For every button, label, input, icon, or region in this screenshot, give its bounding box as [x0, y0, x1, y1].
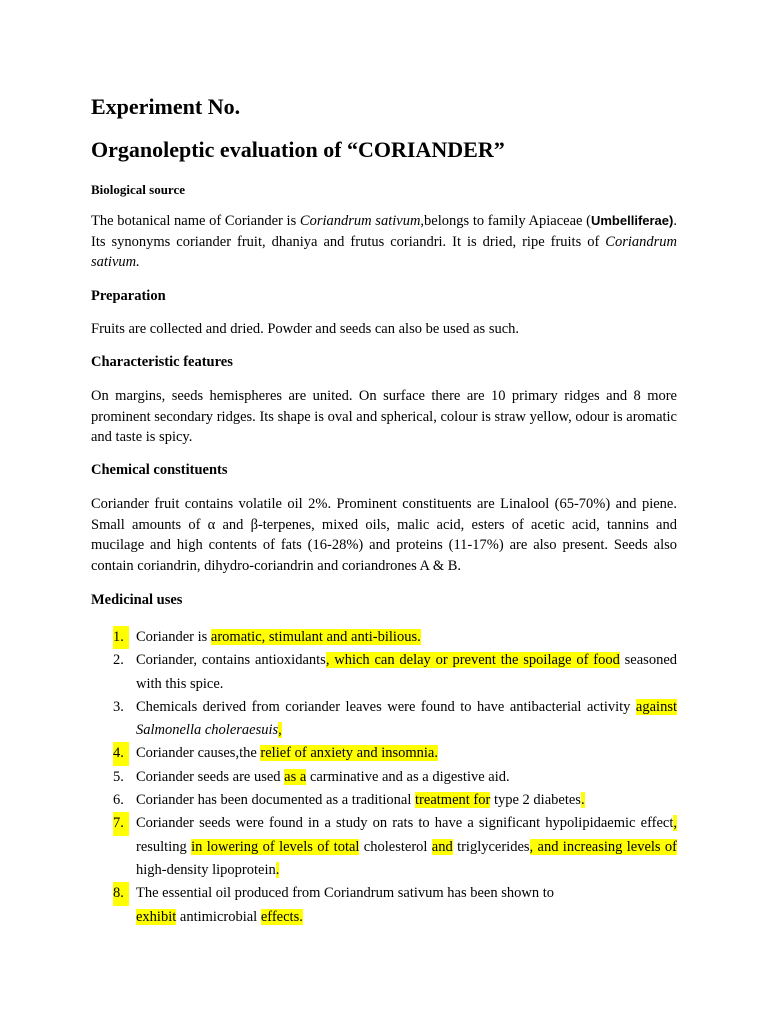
list-text: resulting — [136, 838, 192, 855]
highlighted-text: . — [580, 792, 585, 809]
highlighted-text: aromatic, stimulant and anti-bilious. — [210, 629, 421, 645]
highlighted-text: , — [673, 815, 677, 832]
list-number: 6. — [113, 792, 124, 809]
list-item — [91, 766, 677, 789]
highlighted-text: exhibit — [136, 908, 177, 925]
bio-text-3: . Its synonyms coriander fruit, dhaniya and frutus coriandri. It is dried, ripe fruits of — [91, 213, 677, 250]
list-number: 3. — [113, 698, 124, 715]
list-item — [91, 742, 677, 765]
list-text: Chemicals derived from coriander leaves were found to have antibacterial activity — [136, 698, 636, 715]
list-item — [91, 626, 677, 649]
list-text: Coriander causes,the — [136, 745, 261, 762]
section-title-biological-source: Biological source — [91, 182, 186, 197]
list-item — [91, 649, 677, 696]
list-number: 7. — [113, 812, 129, 835]
medicinal-uses-list — [91, 626, 677, 929]
section-title-characteristic-features: Characteristic features — [91, 354, 233, 370]
highlighted-text: relief of anxiety and insomnia. — [260, 745, 438, 762]
list-text: Coriander is — [136, 629, 211, 645]
list-number: 4. — [113, 742, 129, 765]
list-text: Coriander seeds were found in a study on rats to have a significant hypolipidaemic effect — [136, 815, 674, 832]
list-text: seasoned with this spice. — [136, 652, 678, 692]
list-text: triglycerides — [452, 838, 530, 855]
highlighted-text: treatment for — [415, 792, 491, 809]
highlighted-text: . — [275, 861, 280, 878]
list-text: The essential oil produced from Coriandrum sativum has been shown to — [136, 885, 554, 902]
bio-bold-family: Umbelliferae) — [590, 213, 674, 228]
section-title-chemical-constituents: Chemical constituents — [91, 462, 228, 478]
bio-italic-2: Coriandrum sativum. — [91, 233, 677, 270]
highlighted-text: and — [431, 838, 453, 855]
list-item — [91, 812, 677, 882]
list-item — [91, 882, 677, 929]
list-text: carminative and as a digestive aid. — [306, 768, 510, 785]
experiment-heading: Experiment No. — [91, 94, 241, 119]
biological-source-paragraph — [91, 211, 677, 273]
list-number: 5. — [113, 768, 124, 785]
list-item — [91, 789, 677, 812]
list-text: antimicrobial — [176, 908, 261, 925]
highlighted-text: as a — [284, 768, 307, 785]
highlighted-text: , and increasing levels of — [529, 838, 678, 855]
characteristic-features-paragraph: On margins, seeds hemispheres are united. On surface there are 10 primary ridges and 8 more prominent secondary ridges. Its shape is oval and spherical, colour is straw yellow, odour is aromatic and taste is spicy. — [91, 388, 677, 445]
list-text: Coriander has been documented as a traditional — [136, 792, 416, 809]
list-number: 2. — [113, 652, 124, 669]
bio-text-1: The botanical name of Coriander is — [91, 213, 300, 229]
highlighted-text: , — [278, 722, 282, 739]
list-text: Coriander, contains antioxidants — [136, 652, 326, 669]
list-text: Coriander seeds are used — [136, 768, 285, 785]
chemical-constituents-paragraph: Coriander fruit contains volatile oil 2%. Prominent constituents are Linalool (65-70%) and piene. Small amounts of α and β-terpenes, mixed oils, malic acid, esters of acetic acid, tannins and mucilage and high contents of fats (16-28%) and proteins (11-17%) are also present. Seeds also contain coriandrin, dihydro-coriandrin and coriandrones A & B. — [91, 496, 677, 574]
section-title-preparation: Preparation — [91, 288, 166, 304]
list-item — [91, 696, 677, 743]
highlighted-text: in lowering of levels of total — [191, 838, 360, 855]
document-title: Organoleptic evaluation of “CORIANDER” — [91, 137, 505, 162]
highlighted-text: effects. — [260, 908, 303, 925]
preparation-paragraph: Fruits are collected and dried. Powder and seeds can also be used as such. — [91, 321, 520, 337]
bio-text-2: ,belongs to family Apiaceae ( — [420, 213, 591, 229]
highlighted-text: , which can delay or prevent the spoilage of food — [325, 652, 620, 669]
section-title-medicinal-uses: Medicinal uses — [91, 592, 183, 608]
list-text: cholesterol — [359, 838, 432, 855]
italic-text: Salmonella choleraesuis — [136, 722, 279, 739]
bio-italic-1: Coriandrum sativum — [299, 213, 421, 229]
list-text: high-density lipoprotein — [136, 861, 276, 878]
list-text: type 2 diabetes — [490, 792, 581, 809]
highlighted-text: against — [635, 698, 677, 715]
list-number: 8. — [113, 882, 129, 905]
list-number: 1. — [113, 626, 129, 649]
